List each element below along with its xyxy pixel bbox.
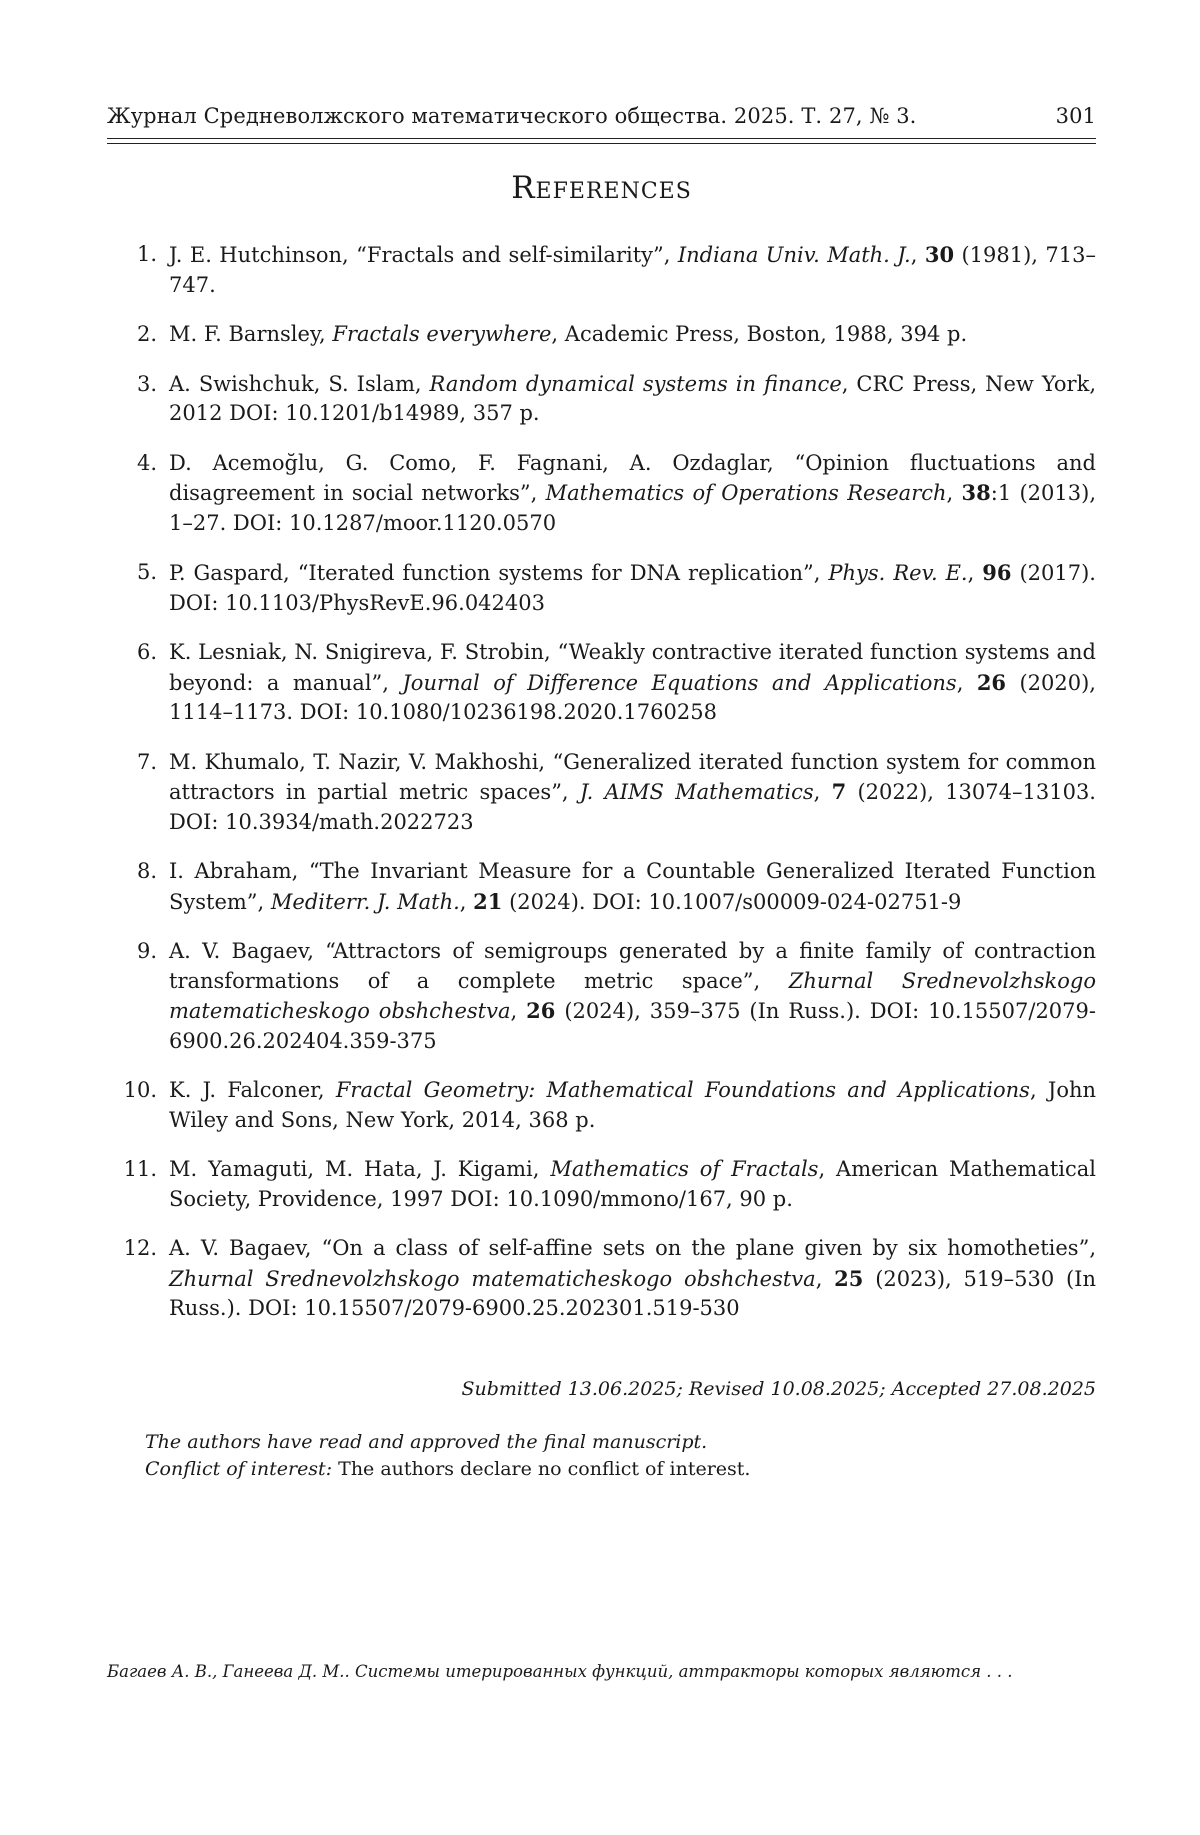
reference-item [107,748,1096,838]
reference-volume: 21 [473,888,503,914]
reference-item [107,320,1096,350]
reference-text: , [815,1266,835,1291]
reference-text: , [910,243,925,267]
reference-text: M. Khumalo, T. Nazir, V. Makhoshi, “Generalized iterated function system for common attractors in partial metric spaces”, [169,749,1096,804]
reference-number: 2. [136,322,157,346]
reference-source: Fractal Geometry: Mathematical Foundations and Applications [335,1078,1030,1102]
reference-item [107,857,1096,917]
reference-source: J. AIMS Mathematics [579,780,814,804]
reference-text: , [967,561,983,585]
section-title: References [511,170,692,206]
reference-text: , [956,670,977,695]
reference-item [107,558,1096,618]
reference-text: P. Gaspard, “Iterated function systems for DNA replication”, [169,561,829,585]
conflict-note [145,1456,1085,1483]
reference-text: J. E. Hutchinson, “Fractals and self-similarity”, [169,243,678,267]
reference-list [107,240,1096,1344]
reference-number: 3. [136,371,157,396]
reference-text: K. J. Falconer, [169,1078,336,1102]
reference-text: (2023), 519–530 (In Russ.). DOI: 10.15507/2079-6900.25.202301.519-530 [169,1266,1096,1320]
reference-number: 8. [136,859,157,883]
reference-text: (2017). DOI: 10.1103/PhysRevE.96.042403 [169,561,1096,615]
reference-source: Indiana Univ. Math. J. [677,243,911,267]
reference-volume: 38 [961,480,991,505]
reference-text: K. Lesniak, N. Snigireva, F. Strobin, “Weakly contractive iterated function systems and beyond: a manual”, [169,640,1096,695]
reference-text: (2024), 359–375 (In Russ.). DOI: 10.15507/2079-6900.26.202404.359-375 [169,999,1096,1053]
reference-number: 9. [136,939,157,963]
reference-text: D. Acemoğlu, G. Como, F. Fagnani, A. Ozdaglar, “Opinion fluctuations and disagreement in social networks”, [169,450,1096,505]
conflict-text: The authors declare no conflict of interest. [332,1458,751,1480]
reference-item [107,638,1096,728]
submission-dates: Submitted 13.06.2025; Revised 10.08.2025; Accepted 27.08.2025 [461,1378,1096,1400]
reference-volume: 26 [976,669,1007,695]
reference-number: 10. [123,1078,157,1102]
reference-source: Phys. Rev. E. [828,561,968,585]
reference-text: , Academic Press, Boston, 1988, 394 p. [551,322,968,346]
running-header [107,104,1096,128]
page-number: 301 [1055,104,1096,128]
reference-source: Journal of Difference Equations and Applications [402,670,957,695]
reference-item [107,240,1096,300]
reference-text: (2020), 1114–1173. DOI: 10.1080/10236198.2020.1760258 [169,670,1096,724]
reference-text: (1981), 713–747. [169,243,1096,297]
reference-source: Zhurnal Srednevolzhskogo matematicheskogo obshchestva [169,1266,816,1291]
reference-text: :1 (2013), 1–27. DOI: 10.1287/moor.1120.0570 [169,481,1096,535]
reference-item [107,1155,1096,1214]
reference-text: M. Yamaguti, M. Hata, J. Kigami, [169,1157,551,1181]
conflict-label: Conflict of interest: [145,1458,333,1480]
reference-source: Mediterr. J. Math. [270,889,460,914]
running-footer: Багаев А. В., Ганеева Д. М.. Системы итерированных функций, аттракторы которых являются . . . [107,1662,1013,1681]
reference-volume: 96 [982,560,1012,585]
author-notes [145,1429,1085,1483]
reference-text: , [813,780,832,804]
reference-text: , John Wiley and Sons, New York, 2014, 368 p. [169,1078,1097,1132]
reference-text: , [946,481,962,505]
header-rule-thick [107,138,1096,139]
reference-text: A. V. Bagaev, “On a class of self-affine sets on the plane given by six homotheties”, [169,1236,1096,1260]
reference-number: 1. [136,242,157,266]
reference-text: I. Abraham, “The Invariant Measure for a Countable Generalized Iterated Function System”, [169,859,1096,914]
reference-volume: 25 [834,1265,864,1291]
reference-source: Zhurnal Srednevolzhskogo matematicheskogo obshchestva [169,968,1096,1023]
reference-number: 11. [123,1157,157,1181]
reference-text: (2022), 13074–13103. DOI: 10.3934/math.2022723 [169,780,1096,834]
reference-text: , [459,889,474,914]
reference-source: Random dynamical systems in finance [429,371,842,396]
reference-number: 6. [136,640,157,664]
reference-number: 7. [136,749,157,774]
reference-source: Fractals everywhere [332,322,552,346]
reference-text: A. Swishchuk, S. Islam, [169,371,430,396]
journal-title: Журнал Средневолжского математического общества. 2025. Т. 27, № 3. [107,104,917,128]
reference-text: M. F. Barnsley, [169,322,333,346]
reference-number: 4. [136,450,157,475]
reference-source: Mathematics of Fractals [550,1157,819,1181]
reference-item [107,449,1096,539]
reference-text: A. V. Bagaev, “Attractors of semigroups generated by a finite family of contraction transformations of a complete metric space”, [169,939,1096,993]
reference-item [107,937,1096,1056]
reference-item [107,1076,1096,1135]
header-rule-thin [107,143,1096,144]
reference-volume: 26 [526,998,556,1023]
approval-note: The authors have read and approved the final manuscript. [145,1431,708,1453]
reference-text: , CRC Press, New York, 2012 DOI: 10.1201/b14989, 357 p. [169,371,1096,425]
reference-text: (2024). DOI: 10.1007/s00009-024-02751-9 [502,889,962,914]
reference-source: Mathematics of Operations Research [545,481,947,505]
reference-volume: 7 [831,779,847,804]
reference-item [107,1234,1096,1324]
reference-text: , American Mathematical Society, Providence, 1997 DOI: 10.1090/mmono/167, 90 p. [169,1157,1097,1211]
reference-number: 5. [136,560,157,584]
reference-text: , [510,999,527,1023]
reference-number: 12. [123,1236,157,1260]
reference-item [107,370,1096,429]
reference-volume: 30 [924,242,955,267]
